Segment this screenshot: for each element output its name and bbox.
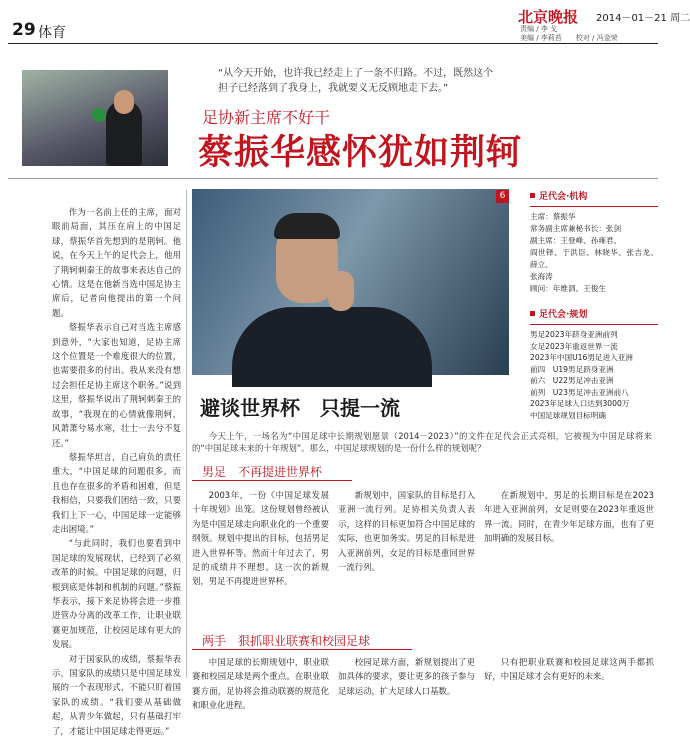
date-text: 2014－01－21 (596, 13, 667, 24)
left-paragraph: 作为一名前上任的主席，面对眼前局面，其压在肩上的中国足球，蔡振华首先想到的是荆轲。他说，在今天上午的足代会上，他用了荆轲刺秦王的故事来表达自己的心情。这是在他新当选中国足协主席后，记者向他提出的第一个问题。 (52, 207, 181, 318)
section2-title: 两手 狠抓职业联赛和校园足球 (202, 634, 371, 648)
left-paragraph: 蔡振华表示自己对当选主席感到意外，“大家也知道，足协主席这个位置是一个难度很大的位置，也需要很多的付出。我从来没有想过会担任足协主席这个职务。”说到这里，蔡振华说出了荆轲刺秦王的故事，“我现在的心情就像荆轲，风萧萧兮易水寒，壮士一去兮不复还。” (52, 322, 181, 448)
bottom-col-1 (192, 655, 329, 711)
sidebar1-tag-text: 足代会·机构 (539, 192, 588, 202)
bottom-paragraph: 只有把职业联赛和校园足球这两手都抓好，中国足球才会有更好的未来。 (484, 657, 654, 682)
section-name: 体育 (38, 25, 66, 41)
main-photo (192, 189, 509, 375)
photo-hair (274, 213, 340, 239)
photo-face (114, 90, 134, 114)
lead-text: 今天上午，一场名为“中国足球中长期规划愿景（2014－2023）”的文件在足代会正式亮相，它被视为中国足球将来的“中国足球未来的十年规划”。那么，中国足球规划的是一份什么样的规划呢？ (192, 431, 652, 453)
headline: 蔡振华感怀犹如荆轲 (198, 133, 523, 173)
headline-rule (8, 178, 658, 179)
page-number: 29 (12, 20, 36, 40)
tag-marker-icon (530, 193, 535, 198)
left-paragraph: “与此同时，我们也要看到中国足球的发展现状，已经到了必须改革的时候。中国足球的问题，归根到底是体制和机制的问题。”蔡振华表示，接下来足协将会进一步推进管办分离的改革工作，让职业联赛更加规范，让校园足球有更大的发展。 (52, 538, 181, 650)
sidebar1-line: 主席：蔡振华 (530, 212, 576, 221)
sidebar1-rule (530, 206, 658, 207)
center-col-3 (484, 488, 654, 628)
header-rule (8, 43, 658, 44)
sidebar2-line: 女足2023年重返世界一流 (530, 341, 618, 351)
sidebar2-line: 中国足球规划目标明确 (530, 410, 606, 420)
sidebar2-rule (530, 324, 658, 325)
page-header (0, 0, 690, 44)
left-paragraph: 蔡振华坦言，自己肩负的责任重大，“中国足球的问题很多，而且也存在很多的矛盾和困难，但是我相信，只要我们团结一致，只要我们上下一心，中国足球一定能够走出困境。” (52, 451, 181, 534)
sidebar1-line: 张海涛 (530, 272, 553, 281)
sidebar2-tag-text: 足代会·规划 (539, 310, 588, 320)
weekday-text: 周二 (670, 13, 690, 24)
left-paragraph: 对于国家队的成绩，蔡振华表示，国家队的成绩只是中国足球发展的一个表现形式，不能只盯着国家队的成绩。“我们要从基础做起，从青少年做起，只有基础打牢了，才能让中国足球走得更远。” (52, 653, 181, 736)
center-col-2 (338, 488, 475, 628)
bottom-col-2 (338, 655, 475, 696)
lead-paragraph (192, 430, 652, 460)
section2-rule (192, 649, 412, 650)
left-column-body (52, 205, 181, 736)
top-photo (22, 70, 168, 166)
sidebar-box-plan (530, 307, 658, 419)
center-paragraph: 2003年，一份《中国足球发展十年规划》出笼。这份规划曾经被认为是中国足球走向职业化的一个重要纲领。规划中提出的目标，包括男足进入世界杯等。然而十年过去了，男足的成绩并不理想。这一次的新规划，男足不再提进世界杯。 (192, 490, 329, 587)
editor-credit: 责编 / 李 戈 (520, 25, 558, 33)
sidebar2-line: 前四 U19男足跻身亚洲 (530, 364, 614, 374)
section1-title: 男足 不再提进世界杯 (202, 465, 323, 479)
sidebar2-line: 2023年足球人口达到3000万 (530, 399, 630, 408)
bottom-paragraph: 校园足球方面，新规划提出了更加具体的要求，要让更多的孩子参与足球运动，扩大足球人口基数。 (338, 657, 475, 696)
designer-credit: 美编 / 李莉苔 校对 / 冯金荣 (520, 34, 618, 42)
center-paragraph: 在新规划中，男足的长期目标是在2023年进入亚洲前列，女足则要在2023年重返世界一流。同时，在青少年足球方面，也有了更加明确的发展目标。 (484, 490, 654, 544)
sidebar1-line: 顾问：年维泗、王俊生 (530, 284, 606, 293)
sidebar-box-structure (530, 189, 658, 293)
sidebar2-line: 男足2023年跻身亚洲前列 (530, 330, 618, 339)
issue-date (596, 9, 690, 24)
paper-logo: 北京晚报 (518, 8, 579, 26)
photo-card (92, 108, 106, 122)
photo-suit (232, 307, 432, 387)
center-paragraph: 新规划中，国家队的目标是打入亚洲一流行列。足协相关负责人表示，这样的目标更加符合中国足球的实际，也更加务实。男足的目标是进入亚洲前列，女足的目标是重回世界一流行列。 (338, 490, 475, 573)
bottom-paragraph: 中国足球的长期规划中，职业联赛和校园足球是两个重点。在职业联赛方面，足协将会推动联赛的规范化和职业化进程。 (192, 657, 329, 711)
bottom-col-3 (484, 655, 654, 682)
sidebar2-line: 前六 U22男足冲击亚洲 (530, 376, 614, 385)
sidebar2-body (530, 329, 658, 423)
tag-marker-icon (530, 311, 535, 316)
photo-hand (328, 271, 354, 311)
photo-caption: 避谈世界杯 只提一流 (200, 396, 400, 420)
sidebar1-line: 副主席：王登峰、孙雍君、 (530, 236, 622, 245)
photo-badge: 6 (496, 190, 509, 203)
sidebar2-tag (530, 307, 658, 320)
sidebar2-line: 前列 U23男足冲击亚洲前八 (530, 387, 629, 397)
sidebar1-line: 常务副主席兼秘书长：张剑 (530, 224, 622, 233)
left-column-divider (186, 190, 187, 678)
subtitle: 足协新主席不好干 (202, 108, 331, 127)
sidebar1-line: 阎世铎、于洪臣、林晓华、张吉龙、薛立、 (530, 248, 658, 269)
sidebar2-line: 2023年中国U16男足进入亚洲 (530, 353, 633, 362)
sidebar1-tag (530, 189, 658, 202)
center-col-1 (192, 488, 329, 628)
section1-rule (192, 480, 352, 481)
sidebar1-body (530, 211, 658, 291)
pull-quote: “从今天开始，也许我已经走上了一条不归路。不过，既然这个担子已经落到了我身上，我就要义无反顾地走下去。” (218, 68, 494, 94)
